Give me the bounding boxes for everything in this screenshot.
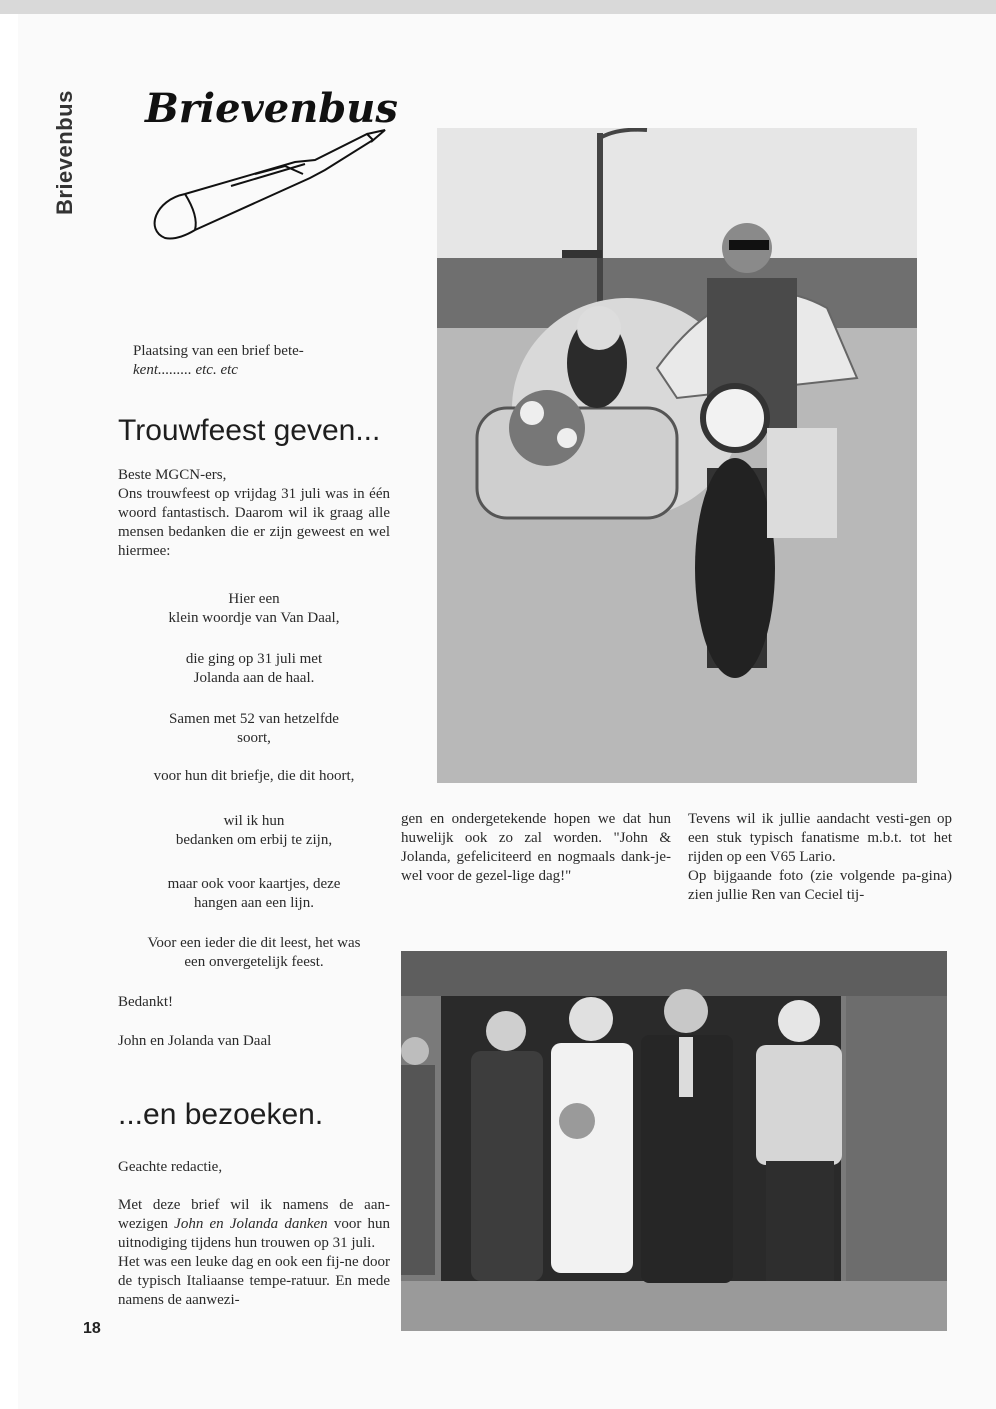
heading-trouwfeest: Trouwfeest geven... <box>118 414 381 447</box>
poem-line: die ging op 31 juli met <box>185 651 323 667</box>
fountain-pen-icon <box>155 130 385 239</box>
article1-column <box>118 466 390 561</box>
article2-col3-para-1: Tevens wil ik jullie aandacht vesti-gen op een stuk typisch fanatisme m.b.t. tot het rijden op een V65 Lario. <box>688 811 952 865</box>
poem-line: wil ik hun <box>223 813 285 829</box>
poem-line: maar ook voor kaartjes, deze <box>167 876 341 892</box>
intro-line-2 <box>133 361 388 380</box>
poem-line: hangen aan een lijn. <box>194 895 314 911</box>
poem-stanza-1 <box>118 590 390 628</box>
poem-line: soort, <box>237 730 271 746</box>
logo-script-text: Brievenbus <box>145 85 398 132</box>
poem-stanza-4 <box>118 767 390 786</box>
article2-body-column <box>118 1196 390 1310</box>
article2-greeting: Geachte redactie, <box>118 1159 223 1175</box>
page-number: 18 <box>83 1320 101 1337</box>
poem-line: een onvergetelijk feest. <box>184 954 324 970</box>
photo-wedding-group <box>401 951 947 1331</box>
intro-text <box>133 342 388 380</box>
article2-col3-para-2: Op bijgaande foto (zie volgende pa-gina) zien jullie Ren van Ceciel tij- <box>688 868 952 903</box>
photo-group-graphic <box>401 951 947 1331</box>
poem-line: klein woordje van Van Daal, <box>168 610 340 626</box>
poem-line: Samen met 52 van hetzelfde <box>169 711 339 727</box>
poem-stanza-6 <box>118 875 390 913</box>
article1-thanks: Bedankt! <box>118 994 173 1010</box>
article2-column-3 <box>688 810 952 905</box>
scan-top-edge <box>0 0 996 14</box>
poem-line: voor hun dit briefje, die dit hoort, <box>153 768 355 784</box>
poem-line: bedanken om erbij te zijn, <box>175 832 333 848</box>
article1-greeting: Beste MGCN-ers, <box>118 467 227 483</box>
heading-bezoeken: ...en bezoeken. <box>118 1098 324 1131</box>
article1-signature: John en Jolanda van Daal <box>118 1033 272 1049</box>
brievenbus-logo <box>135 70 405 260</box>
article2-column-2: gen en ondergetekende hopen we dat hun huwelijk ook zo zal worden. "John & Jolanda, gefeliciteerd en nogmaals dank-je-wel voor de gezel-lige dag!" <box>401 811 671 884</box>
photo-motorcycle-sidecar <box>437 128 917 783</box>
poem-stanza-3 <box>118 710 390 748</box>
article2-body-1: Met deze brief wil ik namens de aan-wezigen John en Jolanda danken voor hun uitnodiging tijdens hun trouwen op 31 juli. <box>118 1197 390 1251</box>
poem-stanza-7 <box>118 934 390 972</box>
intro-line-2-italic: kent......... etc. etc <box>133 362 238 378</box>
section-label: Brievenbus <box>52 90 77 215</box>
poem-line: Hier een <box>228 591 280 607</box>
article1-body: Ons trouwfeest op vrijdag 31 juli was in één woord fantastisch. Daarom wil ik graag alle mensen bedanken die er zijn geweest en wel hiermee: <box>118 486 390 559</box>
poem-stanza-2 <box>118 650 390 688</box>
article2-body-2: Het was een leuke dag en ook een fij-ne door de typisch Italiaanse tempe-ratuur. En mede namens de aanwezi- <box>118 1254 390 1308</box>
poem-stanza-5 <box>118 812 390 850</box>
poem-line: Jolanda aan de haal. <box>193 670 315 686</box>
photo-motorcycle-graphic <box>437 128 917 783</box>
poem-line: Voor een ieder die dit leest, het was <box>147 935 361 951</box>
intro-line-1: Plaatsing van een brief bete- <box>133 343 304 359</box>
